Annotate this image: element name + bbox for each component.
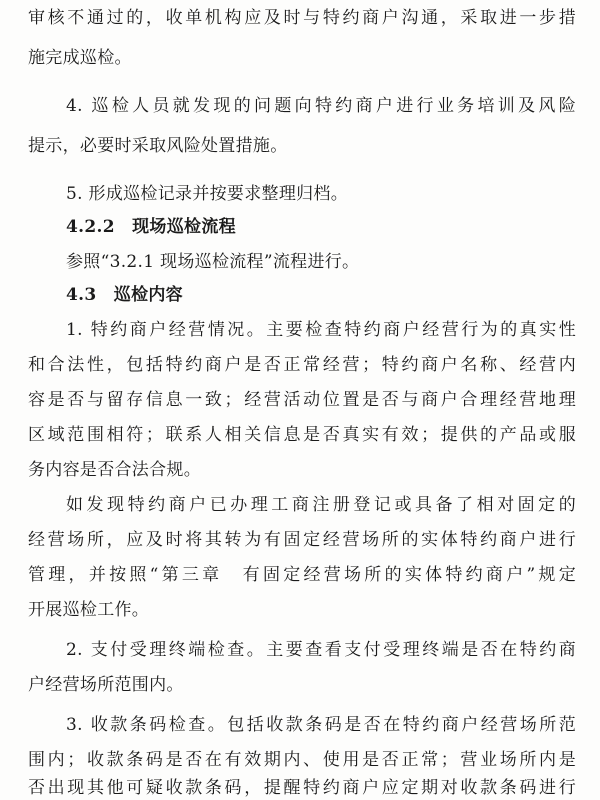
section-heading: 4.2.2 现场巡检流程 — [66, 217, 236, 237]
paragraph-line: 提示，必要时采取风险处置措施。 — [28, 136, 288, 156]
paragraph-line: 1. 特约商户经营情况。主要检查特约商户经营行为的真实性 — [66, 320, 576, 340]
paragraph-line: 区域范围相符；联系人相关信息是否真实有效；提供的产品或服 — [28, 425, 576, 445]
paragraph-line: 审核不通过的，收单机构应及时与特约商户沟通，采取进一步措 — [28, 8, 576, 28]
paragraph-line: 否出现其他可疑收款条码，提醒特约商户应定期对收款条码进行 — [28, 778, 576, 798]
paragraph-line: 4. 巡检人员就发现的问题向特约商户进行业务培训及风险 — [66, 96, 576, 116]
paragraph-line: 和合法性，包括特约商户是否正常经营；特约商户名称、经营内 — [28, 355, 576, 375]
paragraph-line: 施完成巡检。 — [28, 48, 132, 68]
paragraph-line: 围内；收款条码是否在有效期内、使用是否正常；营业场所内是 — [28, 750, 576, 770]
paragraph-line: 务内容是否合法合规。 — [28, 460, 201, 480]
paragraph-line: 5. 形成巡检记录并按要求整理归档。 — [66, 184, 349, 204]
paragraph-line: 3. 收款条码检查。包括收款条码是否在特约商户经营场所范 — [66, 715, 576, 735]
paragraph-line: 容是否与留存信息一致；经营活动位置是否与商户合理经营地理 — [28, 390, 576, 410]
paragraph-line: 管理，并按照“第三章 有固定经营场所的实体特约商户”规定 — [28, 565, 576, 585]
paragraph-line: 参照“3.2.1 现场巡检流程”流程进行。 — [66, 252, 360, 272]
paragraph-line: 2. 支付受理终端检查。主要查看支付受理终端是否在特约商 — [66, 640, 576, 660]
section-heading: 4.3 巡检内容 — [66, 285, 183, 305]
paragraph-line: 开展巡检工作。 — [28, 600, 150, 620]
paragraph-line: 户经营场所范围内。 — [28, 675, 184, 695]
paragraph-line: 如发现特约商户已办理工商注册登记或具备了相对固定的 — [66, 495, 576, 515]
paragraph-line: 经营场所，应及时将其转为有固定经营场所的实体特约商户进行 — [28, 530, 576, 550]
